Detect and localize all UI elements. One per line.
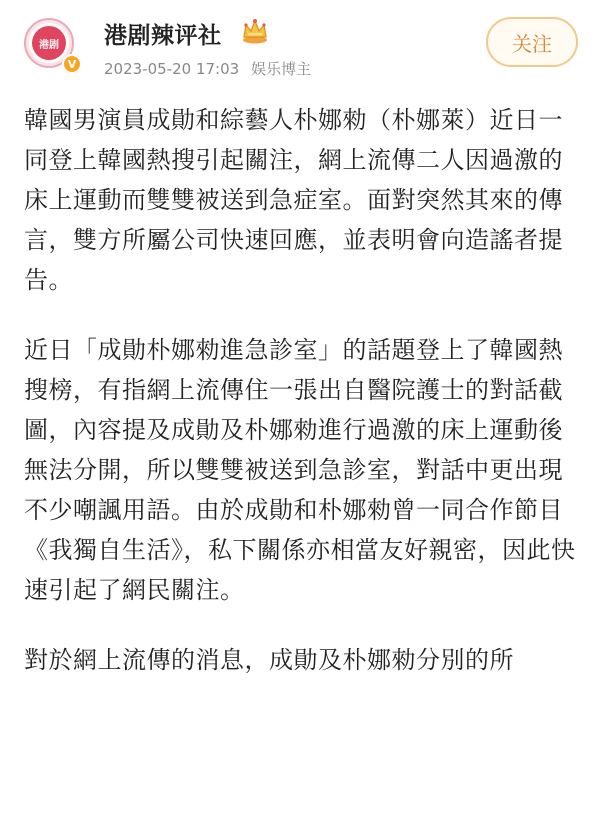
post-meta xyxy=(104,58,311,79)
post-timestamp: 2023-05-20 17:03 xyxy=(104,60,240,78)
avatar-logo: 港剧 xyxy=(32,26,66,60)
author-name[interactable]: 港剧辣评社 xyxy=(104,23,222,49)
author-tag: 娱乐博主 xyxy=(251,60,312,78)
post-header xyxy=(0,0,600,96)
post-paragraph: 對於網上流傳的消息，成勛及朴娜勑分別的所 xyxy=(24,646,514,674)
crown-icon xyxy=(240,16,270,44)
follow-button[interactable]: 关注 xyxy=(486,17,578,67)
post-paragraph: 韓國男演員成勛和綜藝人朴娜勑（朴娜萊）近日一同登上韓國熱搜引起關注，網上流傳二人因過激的床上運動而雙雙被送到急症室。面對突然其來的傳言，雙方所屬公司快速回應，並表明會向造謠者提告。 xyxy=(24,106,563,294)
post-paragraph: 近日「成勛朴娜勑進急診室」的話題登上了韓國熱搜榜，有指網上流傳住一張出自醫院護士的對話截圖，內容提及成勛及朴娜勑進行過激的床上運動後無法分開，所以雙雙被送到急診室，對話中更出現不少嘲諷用語。由於成勛和朴娜勑曾一同合作節目《我獨自生活》，私下關係亦相當友好親密，因此快速引起了網民關注。 xyxy=(24,336,576,604)
verified-badge-icon: V xyxy=(62,54,82,74)
post-content xyxy=(24,100,584,710)
